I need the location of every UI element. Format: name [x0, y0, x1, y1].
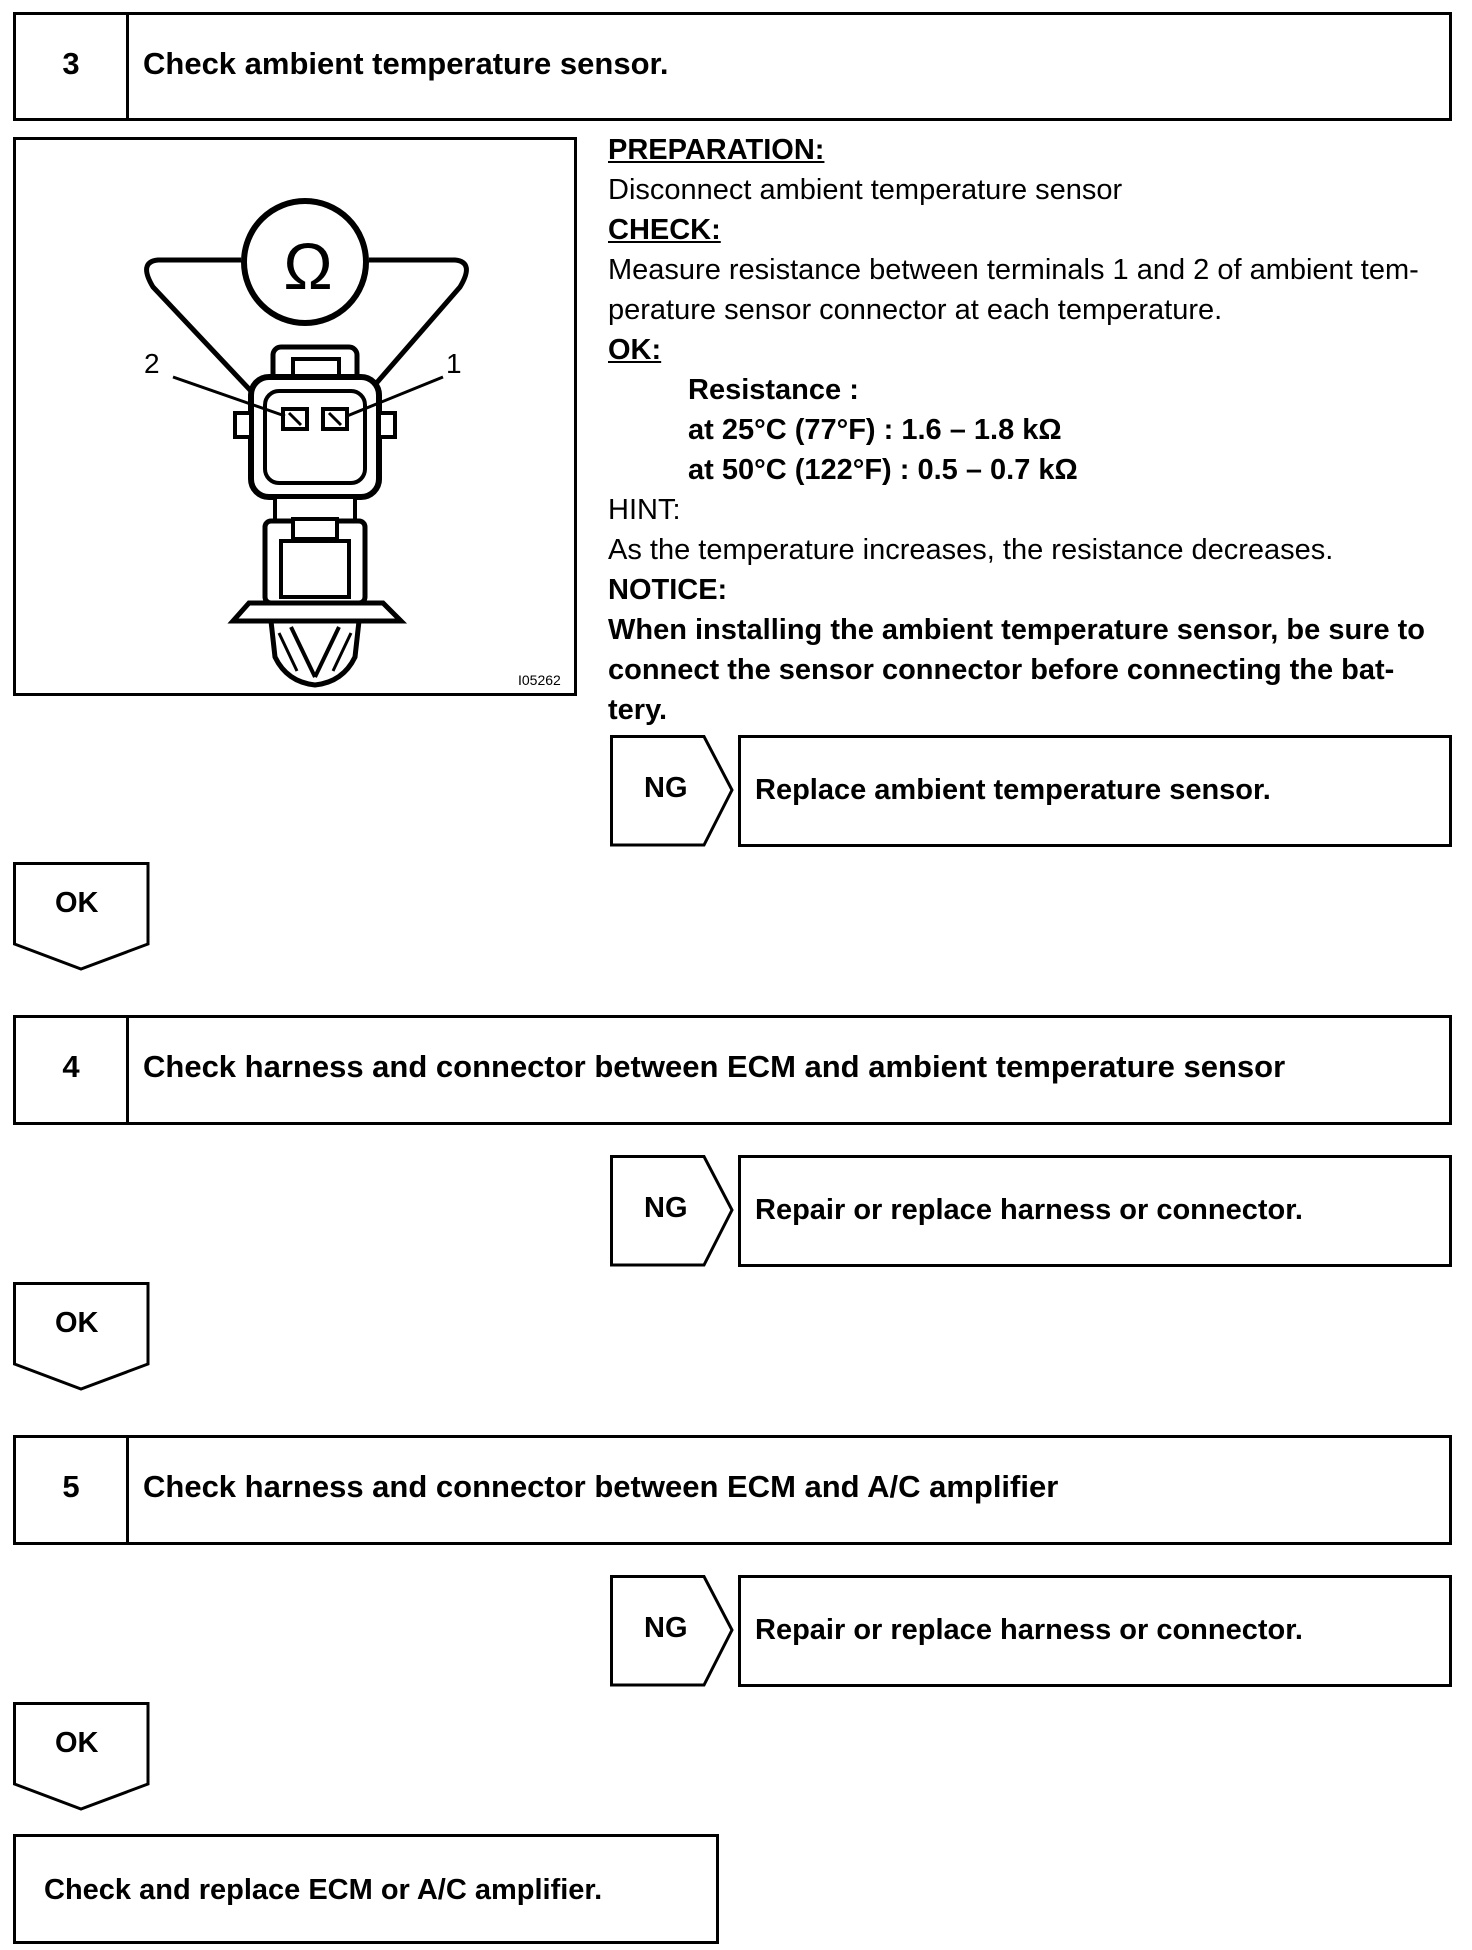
hint-heading: HINT: [608, 494, 681, 526]
step-3-instructions [608, 130, 1454, 730]
step-5-header [13, 1435, 1452, 1545]
ok-label-step4: OK [55, 1307, 99, 1339]
final-action-box [13, 1834, 719, 1944]
check-text-line2: perature sensor connector at each temperature. [608, 294, 1223, 326]
step-number: 3 [16, 15, 129, 118]
check-text-line1: Measure resistance between terminals 1 and 2 of ambient tem- [608, 254, 1419, 286]
ng-action-text: Replace ambient temperature sensor. [755, 774, 1271, 806]
preparation-heading: PREPARATION: [608, 134, 825, 166]
hint-text: As the temperature increases, the resistance decreases. [608, 534, 1334, 566]
ng-action-text: Repair or replace harness or connector. [755, 1194, 1303, 1226]
ok-label-step5: OK [55, 1727, 99, 1759]
step-title: Check harness and connector between ECM and ambient temperature sensor [143, 1049, 1286, 1084]
ng-action-step4 [738, 1155, 1452, 1267]
ambient-sensor-diagram [13, 137, 577, 696]
step-3-header [13, 12, 1452, 121]
step-title: Check harness and connector between ECM and A/C amplifier [143, 1469, 1059, 1504]
notice-line1: When installing the ambient temperature sensor, be sure to [608, 614, 1425, 646]
preparation-text: Disconnect ambient temperature sensor [608, 174, 1123, 206]
terminal-2-label: 2 [144, 348, 160, 379]
step-number: 4 [16, 1018, 129, 1122]
ng-action-text: Repair or replace harness or connector. [755, 1614, 1303, 1646]
notice-heading: NOTICE: [608, 574, 728, 606]
ng-label-step4: NG [644, 1192, 688, 1224]
terminal-1-label: 1 [446, 348, 462, 379]
final-action-text: Check and replace ECM or A/C amplifier. [44, 1874, 603, 1906]
step-4-header [13, 1015, 1452, 1125]
figure-id: I05262 [518, 672, 561, 688]
ok-label-step3: OK [55, 887, 99, 919]
resistance-25c: at 25°C (77°F) : 1.6 – 1.8 kΩ [688, 414, 1062, 446]
ng-action-step5 [738, 1575, 1452, 1687]
sensor-illustration [13, 137, 577, 696]
resistance-50c: at 50°C (122°F) : 0.5 – 0.7 kΩ [688, 454, 1078, 486]
resistance-label: Resistance : [688, 374, 859, 406]
step-number: 5 [16, 1438, 129, 1542]
check-heading: CHECK: [608, 214, 721, 246]
ng-label-step3: NG [644, 772, 688, 804]
notice-line2: connect the sensor connector before connecting the bat- [608, 654, 1395, 686]
ng-label-step5: NG [644, 1612, 688, 1644]
ng-action-step3 [738, 735, 1452, 847]
ok-heading: OK: [608, 334, 662, 366]
step-title: Check ambient temperature sensor. [143, 46, 669, 81]
notice-line3: tery. [608, 694, 668, 726]
ohm-symbol: Ω [283, 229, 333, 303]
